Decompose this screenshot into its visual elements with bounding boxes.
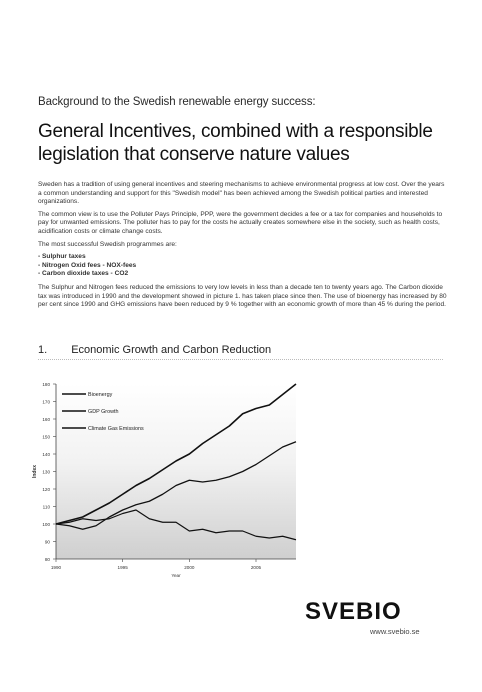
y-tick-label: 150 bbox=[42, 434, 50, 440]
x-tick-label: 2005 bbox=[250, 565, 262, 570]
body-text bbox=[38, 181, 448, 314]
y-axis-label: Index bbox=[32, 464, 38, 479]
y-tick-label: 80 bbox=[44, 557, 50, 562]
x-tick-label: 2000 bbox=[184, 565, 195, 570]
list-item: - Nitrogen Oxid fees - NOX-fees bbox=[38, 261, 137, 269]
programmes-list bbox=[38, 253, 448, 279]
page-title bbox=[38, 120, 458, 166]
kicker-heading: Background to the Swedish renewable energy success: bbox=[38, 96, 316, 108]
x-tick-label: 1990 bbox=[50, 565, 62, 570]
section-number: 1. bbox=[38, 344, 48, 356]
list-item: - Carbon dioxide taxes - CO2 bbox=[38, 270, 129, 278]
y-tick-label: 110 bbox=[42, 504, 50, 510]
x-axis-label: Year bbox=[171, 573, 181, 578]
svebio-logo: SVEBIO bbox=[305, 598, 402, 625]
growth-chart bbox=[28, 372, 318, 587]
legend-label: Climate Gas Emissions bbox=[88, 426, 144, 432]
y-tick-label: 130 bbox=[42, 469, 50, 475]
paragraph-ppp: The common view is to use the Polluter Pays Principle, PPP, were the government decides a fee or a tax for companies and households to pay for unwanted emissions. The polluter has to pay for the costs he actually creates somewhere else in the society, such as health costs, acidification costs or climate change costs. bbox=[38, 210, 443, 235]
y-tick-label: 170 bbox=[42, 399, 50, 405]
section-divider bbox=[38, 359, 443, 360]
y-tick-label: 140 bbox=[42, 452, 50, 457]
paragraph-tradition: Sweden has a tradition of using general incentives and steering mechanisms to achieve environmental progress at low cost. Over the years a common understanding and support for this "Swedish model" has been achieved among the Swedish political parties and interested organizations. bbox=[38, 181, 445, 206]
x-tick-label: 1995 bbox=[117, 565, 128, 570]
paragraph-programmes-intro: The most successful Swedish programmes are: bbox=[38, 240, 177, 248]
y-tick-label: 160 bbox=[42, 417, 50, 422]
y-tick-label: 180 bbox=[42, 382, 50, 387]
page-title-line-1: General Incentives, combined with a responsible bbox=[38, 121, 433, 142]
section-title: Economic Growth and Carbon Reduction bbox=[71, 344, 272, 356]
page-title-line-2: legislation that conserve nature values bbox=[38, 144, 350, 165]
y-tick-label: 100 bbox=[42, 522, 50, 527]
y-tick-label: 120 bbox=[42, 487, 50, 492]
section-heading bbox=[38, 344, 448, 356]
legend-label: Bioenergy bbox=[88, 392, 113, 398]
y-tick-label: 90 bbox=[44, 539, 50, 545]
paragraph-results: The Sulphur and Nitrogen fees reduced the emissions to very low levels in less than a decade ten to twenty years ago. The Carbon dioxide tax was introduced in 1990 and the development showed in picture 1. has taken place since then. The use of bioenergy has increased by 80 per cent since 1990 and GHG emissions have been reduced by 9 % together with an economic growth of more than 45 % during the period. bbox=[38, 283, 447, 309]
footer-url[interactable]: www.svebio.se bbox=[370, 627, 420, 636]
legend-label: GDP Growth bbox=[88, 409, 119, 415]
list-item: - Sulphur taxes bbox=[38, 253, 86, 261]
